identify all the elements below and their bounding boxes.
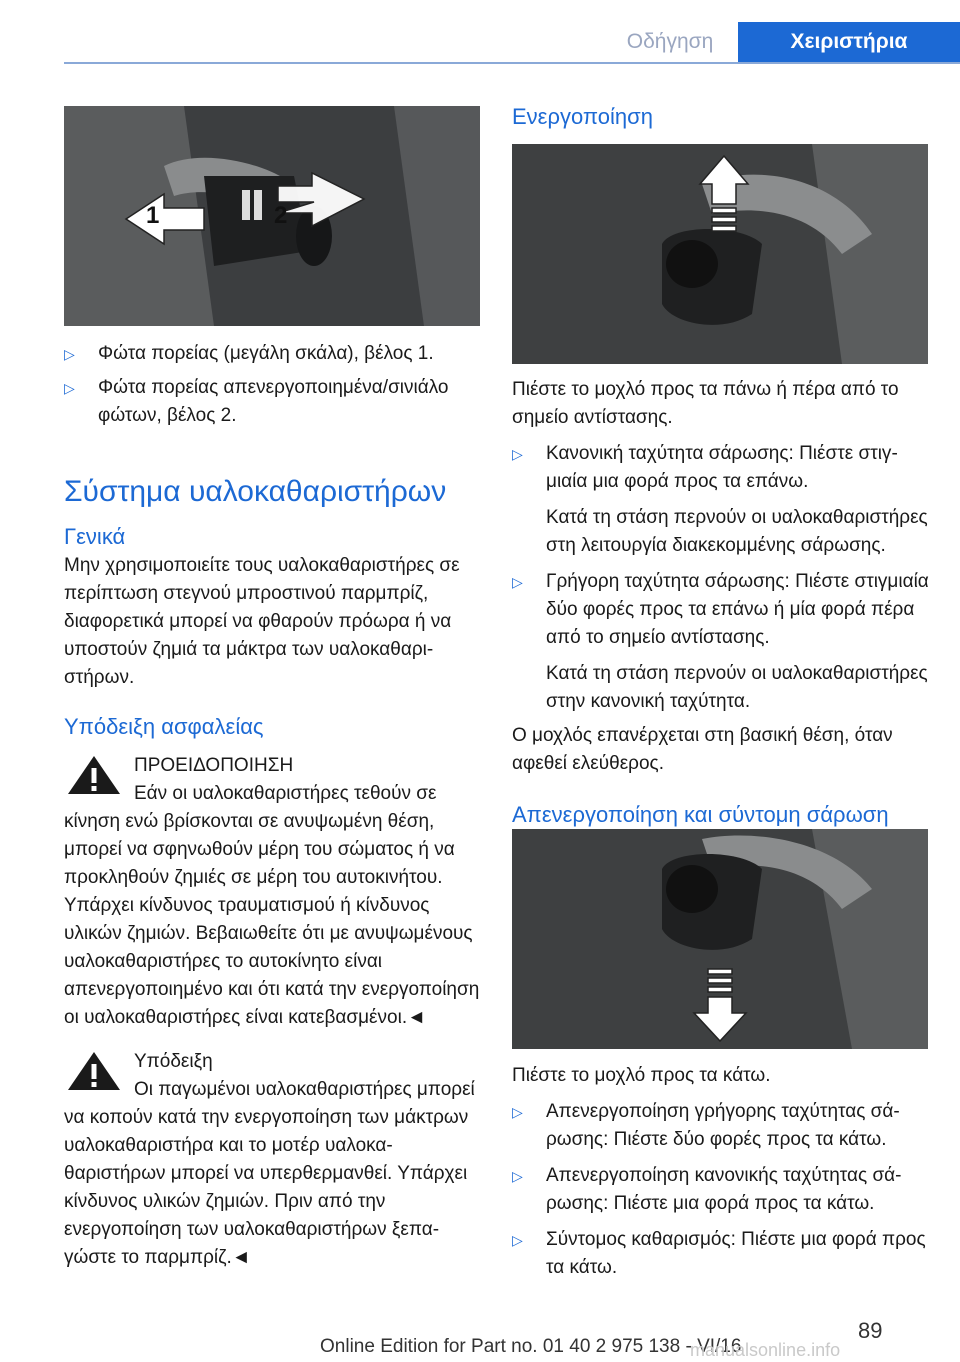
deactivation-heading: Απενεργοποίηση και σύντομη σάρωση [512,802,889,827]
warning-triangle-icon [64,752,124,798]
edition-footer: Online Edition for Part no. 01 40 2 975 138 - VI/16 [320,1336,742,1357]
right-column-deactivation [512,1062,932,1282]
arrow-label-2: 2 [274,202,288,229]
wiper-down-photo [512,829,928,1049]
warning-triangle-icon [64,1048,124,1094]
subsection-heading-general: Γενικά [64,524,126,549]
note-text: Οι παγωμένοι υαλοκαθαριστήρες μπορεί να κοπούν κατά την ενεργοποίηση των μάκτρων υαλοκαθαριστήρα και το μοτέρ υαλοκαθαριστήρων μπορεί να υπερθερμανθεί. Υπάρχει κίνδυνος υλικών ζημιών. Πριν από την ενεργοποίηση των υαλοκαθαριστήρων ξεπαγώστε το παρμπρίζ.◄ [64,1079,475,1268]
list-item: ▷ Φώτα πορείας απενεργοποιημένα/σινιάλο φώτων, βέλος 2. [64,374,484,430]
header-divider [64,62,960,64]
watermark: manualsonline.info [690,1340,841,1360]
list-item: ▷ Απενεργοποίηση γρήγορης ταχύτητας σάρωσης: Πιέστε δύο φορές προς τα κάτω. [512,1098,932,1154]
activation-paragraph: Πιέστε το μοχλό προς τα πάνω ή πέρα από το σημείο αντίστασης. [512,379,899,428]
deactivation-paragraph: Πιέστε το μοχλό προς τα κάτω. [512,1065,771,1086]
triangle-bullet-icon: ▷ [512,1104,523,1120]
activation-heading: Ενεργοποίηση [512,104,653,129]
page-number: 89 [858,1318,883,1343]
note-block [64,1048,484,1272]
subsection-heading-safety: Υπόδειξη ασφαλείας [64,714,264,739]
list-item: ▷ Απενεργοποίηση κανονικής ταχύτητας σάρωσης: Πιέστε μια φορά προς τα κάτω. [512,1162,932,1218]
triangle-bullet-icon: ▷ [512,574,523,590]
left-column [64,340,484,1272]
triangle-bullet-icon: ▷ [64,346,75,362]
section-tab: Οδήγηση [602,22,738,62]
warning-block [64,752,484,1032]
triangle-bullet-icon: ▷ [512,1232,523,1248]
warning-title: ΠΡΟΕΙΔΟΠΟΙΗΣΗ [134,755,294,776]
general-paragraph: Μην χρησιμοποιείτε τους υαλοκαθαριστήρες σε περίπτωση στεγνού μπροστινού παρμπρίζ, διαφορετικά μπορεί να φθαρούν πρόωρα ή να υποστούν ζημιά τα μάκτρα των υαλοκαθαριστήρων. [64,555,460,688]
chapter-tab: Χειριστήρια [738,22,960,62]
return-paragraph: Ο μοχλός επανέρχεται στη βασική θέση, όταν αφεθεί ελεύθερος. [512,725,893,774]
right-column-activation [512,376,932,830]
list-item: ▷ Σύντομος καθαρισμός: Πιέστε μια φορά προς τα κάτω. [512,1226,932,1282]
page-header [0,22,960,62]
arrow-label-1: 1 [146,202,160,229]
wiper-up-photo [512,144,928,364]
note-title: Υπόδειξη [134,1051,213,1072]
list-item: ▷ Κανονική ταχύτητα σάρωσης: Πιέστε στιγμιαία μια φορά προς τα επάνω. Κατά τη στάση περνούν οι υαλοκαθαριστήρες στη λειτουργία διακεκομμένης σάρωσης. [512,440,932,560]
list-item: ▷ Γρήγορη ταχύτητα σάρωσης: Πιέστε στιγμιαία δύο φορές προς τα επάνω ή μία φορά πέρα από το σημείο αντίστασης. Κατά τη στάση περνούν οι υαλοκαθαριστήρες στην κανονική ταχύτητα. [512,568,932,716]
headlight-stalk-photo [64,106,480,326]
warning-text: Εάν οι υαλοκαθαριστήρες τεθούν σε κίνηση ενώ βρίσκονται σε ανυψωμένη θέση, μπορεί να σφηνωθούν μέρη του σώματος ή να προκληθούν ζημιές σε μέρη του αυτοκινήτου. Υπάρχει κίνδυνος τραυματισμού ή κίνδυνος υλικών ζημιών. Βεβαιωθείτε ότι με ανυψωμένους υαλοκαθαριστήρες το αυτοκίνητο είναι απενεργοποιημένο και ότι κατά την ενεργοποίηση οι υαλοκαθαριστήρες είναι κατεβασμένοι.◄ [64,783,480,1028]
section-heading: Σύστημα υαλοκαθαριστήρων [64,475,447,508]
triangle-bullet-icon: ▷ [64,380,75,396]
triangle-bullet-icon: ▷ [512,1168,523,1184]
triangle-bullet-icon: ▷ [512,446,523,462]
list-item: ▷ Φώτα πορείας (μεγάλη σκάλα), βέλος 1. [64,340,484,368]
right-column [512,102,932,132]
